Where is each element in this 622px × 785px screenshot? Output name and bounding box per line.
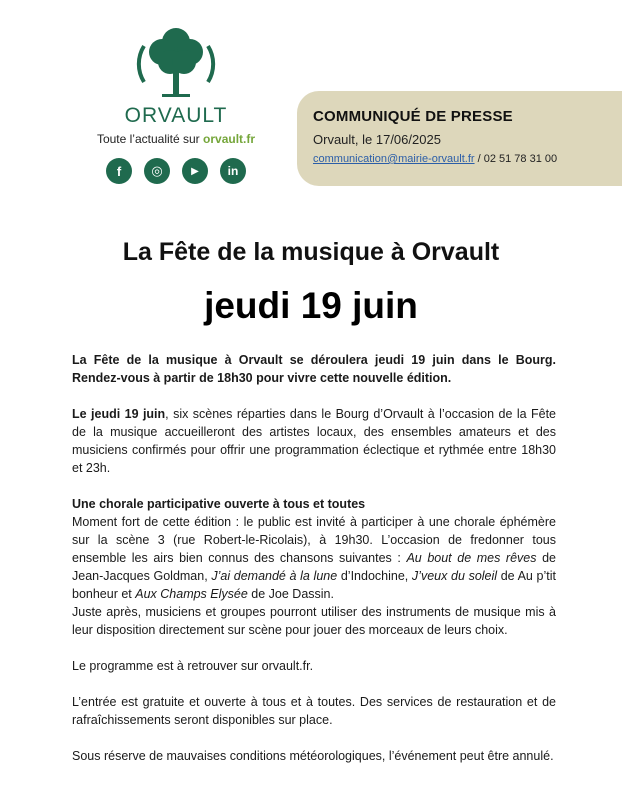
press-date: Orvault, le 17/06/2025: [313, 132, 441, 147]
page-title: La Fête de la musique à Orvault: [122, 238, 500, 266]
choir-text-instruments: Juste après, musiciens et groupes pourront utiliser des instruments de musique mis à leur disposition directement sur scène pour jouer des morceaux de leurs choix.: [72, 605, 556, 637]
brand-name: ORVAULT: [124, 104, 228, 127]
paragraph-programme: Le programme est à retrouver sur orvault.fr.: [72, 659, 314, 673]
choir-text-b: de Jean-Jacques Goldman,: [72, 551, 556, 583]
song-title: J’veux du soleil: [411, 569, 498, 583]
choir-text-d: de Au p’tit bonheur et: [72, 569, 556, 601]
paragraph-scenes: [72, 405, 556, 477]
lead-paragraph: La Fête de la musique à Orvault se déroulera jeudi 19 juin dans le Bourg. Rendez-vous à partir de 18h30 pour vivre cette nouvelle édition.: [72, 353, 556, 385]
event-date-title: jeudi 19 juin: [204, 285, 418, 326]
tree-logo-icon: [126, 24, 226, 102]
choir-text-a: Moment fort de cette édition : le public est invité à participer à une chorale éphémère sur la scène 3 (rue Robert-le-Ricolais), à 19h30. L’occasion de fredonner tous ensemble les airs bien connus des chansons suivantes :: [72, 515, 556, 565]
contact-separator: /: [474, 153, 484, 165]
website-link[interactable]: orvault.fr: [203, 132, 256, 146]
tagline-prefix: Toute l’actualité sur: [96, 132, 204, 146]
article-body: [72, 351, 556, 783]
paragraph-entry: L’entrée est gratuite et ouverte à tous et à toutes. Des services de restauration et de rafraîchissements seront disponibles sur place.: [72, 695, 556, 727]
paragraph-scenes-text: , six scènes réparties dans le Bourg d’Orvault à l’occasion de la Fête de la musique accueilleront des artistes locaux, des ensembles amateurs et des musiciens confirmés pour offrir une programmation éclectique et rythmée entre 18h30 et 23h.: [72, 407, 557, 475]
choir-text-c: d’Indochine,: [337, 569, 412, 583]
youtube-icon[interactable]: ▶: [182, 158, 208, 184]
contact-email-link[interactable]: communication@mairie-orvault.fr: [313, 153, 475, 165]
orvault-logo-block: [86, 24, 266, 184]
facebook-icon[interactable]: f: [106, 158, 132, 184]
song-title: Au bout de mes rêves: [406, 551, 537, 565]
paragraph-choir: [72, 495, 556, 639]
paragraph-scenes-bold: Le jeudi 19 juin: [72, 407, 166, 421]
paragraph-weather: Sous réserve de mauvaises conditions météorologiques, l’événement peut être annulé.: [72, 749, 554, 763]
song-title: Aux Champs Elysée: [135, 587, 248, 601]
linkedin-icon[interactable]: in: [220, 158, 246, 184]
choir-text-e: de Joe Dassin.: [247, 587, 334, 601]
song-title: J’ai demandé à la lune: [211, 569, 338, 583]
press-release-box: [297, 91, 622, 186]
section-title-choir: Une chorale participative ouverte à tous et toutes: [72, 497, 366, 511]
press-title: COMMUNIQUÉ DE PRESSE: [313, 108, 513, 125]
instagram-icon[interactable]: ◎: [144, 158, 170, 184]
press-contact: [313, 153, 606, 165]
social-links: [86, 158, 266, 184]
contact-phone: 02 51 78 31 00: [483, 153, 558, 165]
tagline: [86, 132, 266, 146]
